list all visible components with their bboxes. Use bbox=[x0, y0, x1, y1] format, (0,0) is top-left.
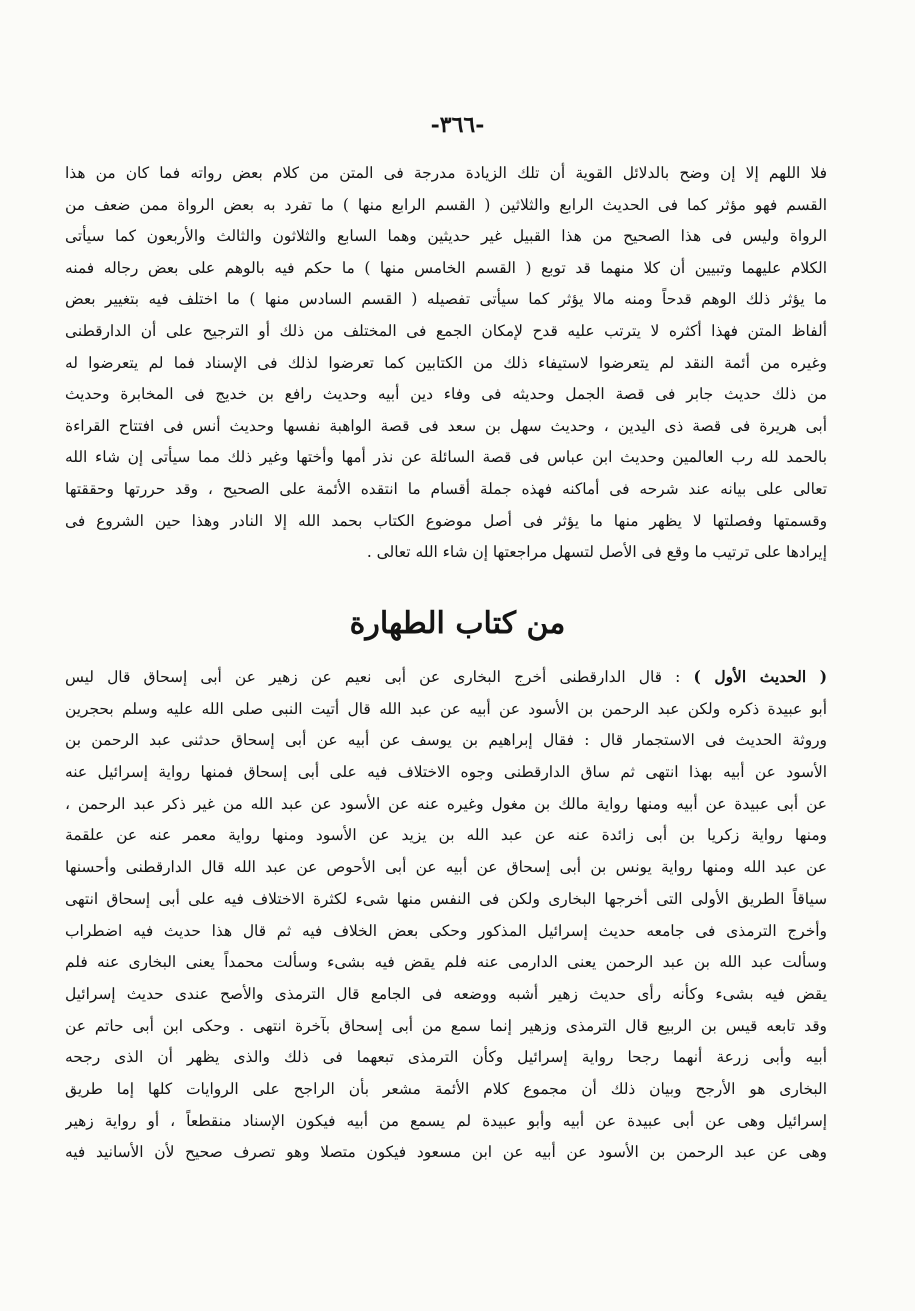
text-line: وروثة الحديث فى الاستجمار قال : فقال إبراهيم بن يوسف عن أبيه عن أبى إسحاق حدثنى عبد الرحمن بن bbox=[65, 731, 827, 750]
text-line: الكلام عليهما وتبيين أن كلا منهما قد توبع ( القسم الخامس منها ) ما حكم فيه بالوهم على بعض رجاله فمنه bbox=[65, 258, 827, 277]
hadith-paragraph bbox=[65, 662, 827, 1169]
text-line: بالحمد لله رب العالمين وحديث ابن عباس فى قصة السائلة عن نذر أمها وأختها وغير ذلك مما سيأتى إن شاء الله bbox=[65, 448, 827, 467]
hadith-first-line-text: : قال الدارقطنى أخرج البخارى عن أبى نعيم عن زهير عن أبى إسحاق قال ليس bbox=[65, 668, 694, 686]
hadith-label: ( الحديث الأول ) bbox=[693, 668, 827, 686]
text-line: من ذلك حديث جابر فى قصة الجمل وحديثه فى وفاء دين أبيه وحديث رافع بن خديج فى المخابرة وحديث bbox=[65, 385, 827, 404]
text-line: إيرادها على ترتيب ما وقع فى الأصل لتسهل مراجعتها إن شاء الله تعالى . bbox=[366, 543, 827, 562]
text-line: أبى هريرة فى قصة ذى اليدين ، وحديث سهل بن سعد فى قصة الواهبة نفسها وحديث أنس فى افتتاح القراءة bbox=[65, 416, 827, 435]
text-line: الرواة وليس فى هذا الصحيح من هذا القبيل غير حديثين وهما السابع والثلاثون والثالث والأربعون كما سيأتى bbox=[65, 227, 827, 246]
intro-paragraph bbox=[65, 158, 827, 569]
text-line: البخارى هو الأرجح وبيان ذلك أن مجموع كلام الأئمة مشعر بأن الراجح على الروايات كلها إما طريق bbox=[65, 1079, 827, 1098]
text-line: وغيره من أئمة النقد لم يتعرضوا لاستيفاء ذلك من الكتابين كما تعرضوا لذلك فى الإسناد فما لم يتعرضوا له bbox=[65, 353, 827, 372]
section-heading: من كتاب الطهارة bbox=[349, 606, 566, 641]
text-line: وقسمتها وفصلتها لا يظهر منها ما يؤثر فى أصل موضوع الكتاب بحمد الله إلا النادر وهذا حين الشروع فى bbox=[65, 511, 827, 530]
text-line: ألفاظ المتن فهذا أكثره لا يترتب عليه قدح لإمكان الجمع فى المختلف من ذلك أو الترجيح على أن الدارقطنى bbox=[65, 321, 827, 340]
text-line: ومنها رواية زكريا بن أبى زائدة عنه عن عبد الله بن يزيد عن الأسود ومنها رواية معمر عنه عن علقمة bbox=[65, 826, 827, 845]
text-line: وقد تابعه قيس بن الربيع قال الترمذى وزهير إنما سمع من أبى إسحاق بآخرة انتهى . وحكى ابن أبى حاتم عن bbox=[65, 1016, 827, 1035]
text-line: فلا اللهم إلا إن وضح بالدلائل القوية أن تلك الزيادة مدرجة فى المتن من كلام بعض رواته فما كان من هذا bbox=[65, 164, 827, 182]
text-line: أبو عبيدة ذكره ولكن عبد الرحمن بن الأسود عن أبيه عن عبد الله قال أتيت النبى صلى الله عليه وسلم بحجرين bbox=[65, 699, 827, 718]
text-line: ما يؤثر ذلك الوهم قدحاً ومنه مالا يؤثر كما سيأتى تفصيله ( القسم السادس منها ) ما اختلف فيه بتغيير بعض bbox=[65, 290, 827, 309]
text-line: وهى عن عبد الرحمن بن الأسود عن أبيه عن ابن مسعود فيكون متصلا وهو تصرف صحيح لأن الأسانيد فيه bbox=[65, 1143, 827, 1162]
text-line: وأخرج الترمذى فى جامعه حديث إسرائيل المذكور وحكى بعض الخلاف فيه ثم قال هذا حديث فيه اضطراب bbox=[65, 921, 827, 940]
text-line: يقض فيه بشىء وكأنه رأى حديث زهير أشبه ووضعه فى الجامع قال الترمذى والأصح عندى حديث إسرائيل bbox=[65, 984, 827, 1003]
text-line: القسم فهو مؤثر كما فى الحديث الرابع والثلاثين ( القسم الرابع منها ) ما تفرد به بعض الرواة ممن ضعف من bbox=[65, 195, 827, 214]
text-line: أبيه وأبى زرعة أنهما رجحا رواية إسرائيل وكأن الترمذى تبعهما فى ذلك والذى يظهر أن الذى رجحه bbox=[65, 1048, 827, 1067]
text-line: تعالى على بيانه عند شرحه فى أماكنه فهذه جملة أقسام ما انتقده الأئمة على الصحيح ، وقد حررتها وحققتها bbox=[65, 479, 827, 498]
text-line: عن أبى عبيدة عن أبيه ومنها رواية مالك بن مغول وغيره عنه عن الأسود عن عبد الله من غير ذكر عبد الرحمن ، bbox=[65, 794, 827, 813]
text-line: وسألت عبد الله بن عبد الرحمن يعنى الدارمى عنه فلم يقض فيه بشىء وسألت محمداً يعنى البخارى عنه فلم bbox=[65, 953, 827, 972]
text-line: سياقاً الطريق الأولى التى أخرجها البخارى ولكن فى النفس منها شىء لكثرة الاختلاف فيه على أبى إسحاق انتهى bbox=[65, 889, 827, 908]
text-line: الأسود عن أبيه بهذا انتهى ثم ساق الدارقطنى وجوه الاختلاف فيه على أبى إسحاق فمنها رواية إسرائيل عنه bbox=[65, 763, 827, 782]
text-line: عن عبد الله ومنها رواية يونس بن أبى إسحاق عن أبيه عن أبى الأحوص عن عبد الله قال الدارقطنى وأحسنها bbox=[65, 858, 827, 877]
page-number: -٣٦٦- bbox=[430, 112, 485, 138]
text-line: إسرائيل وهى عن أبى عبيدة عن أبيه وأبو عبيدة لم يسمع من أبيه فيكون الإسناد منقطعاً ، أو رواية زهير bbox=[65, 1111, 827, 1130]
hadith-first-line bbox=[65, 662, 827, 694]
